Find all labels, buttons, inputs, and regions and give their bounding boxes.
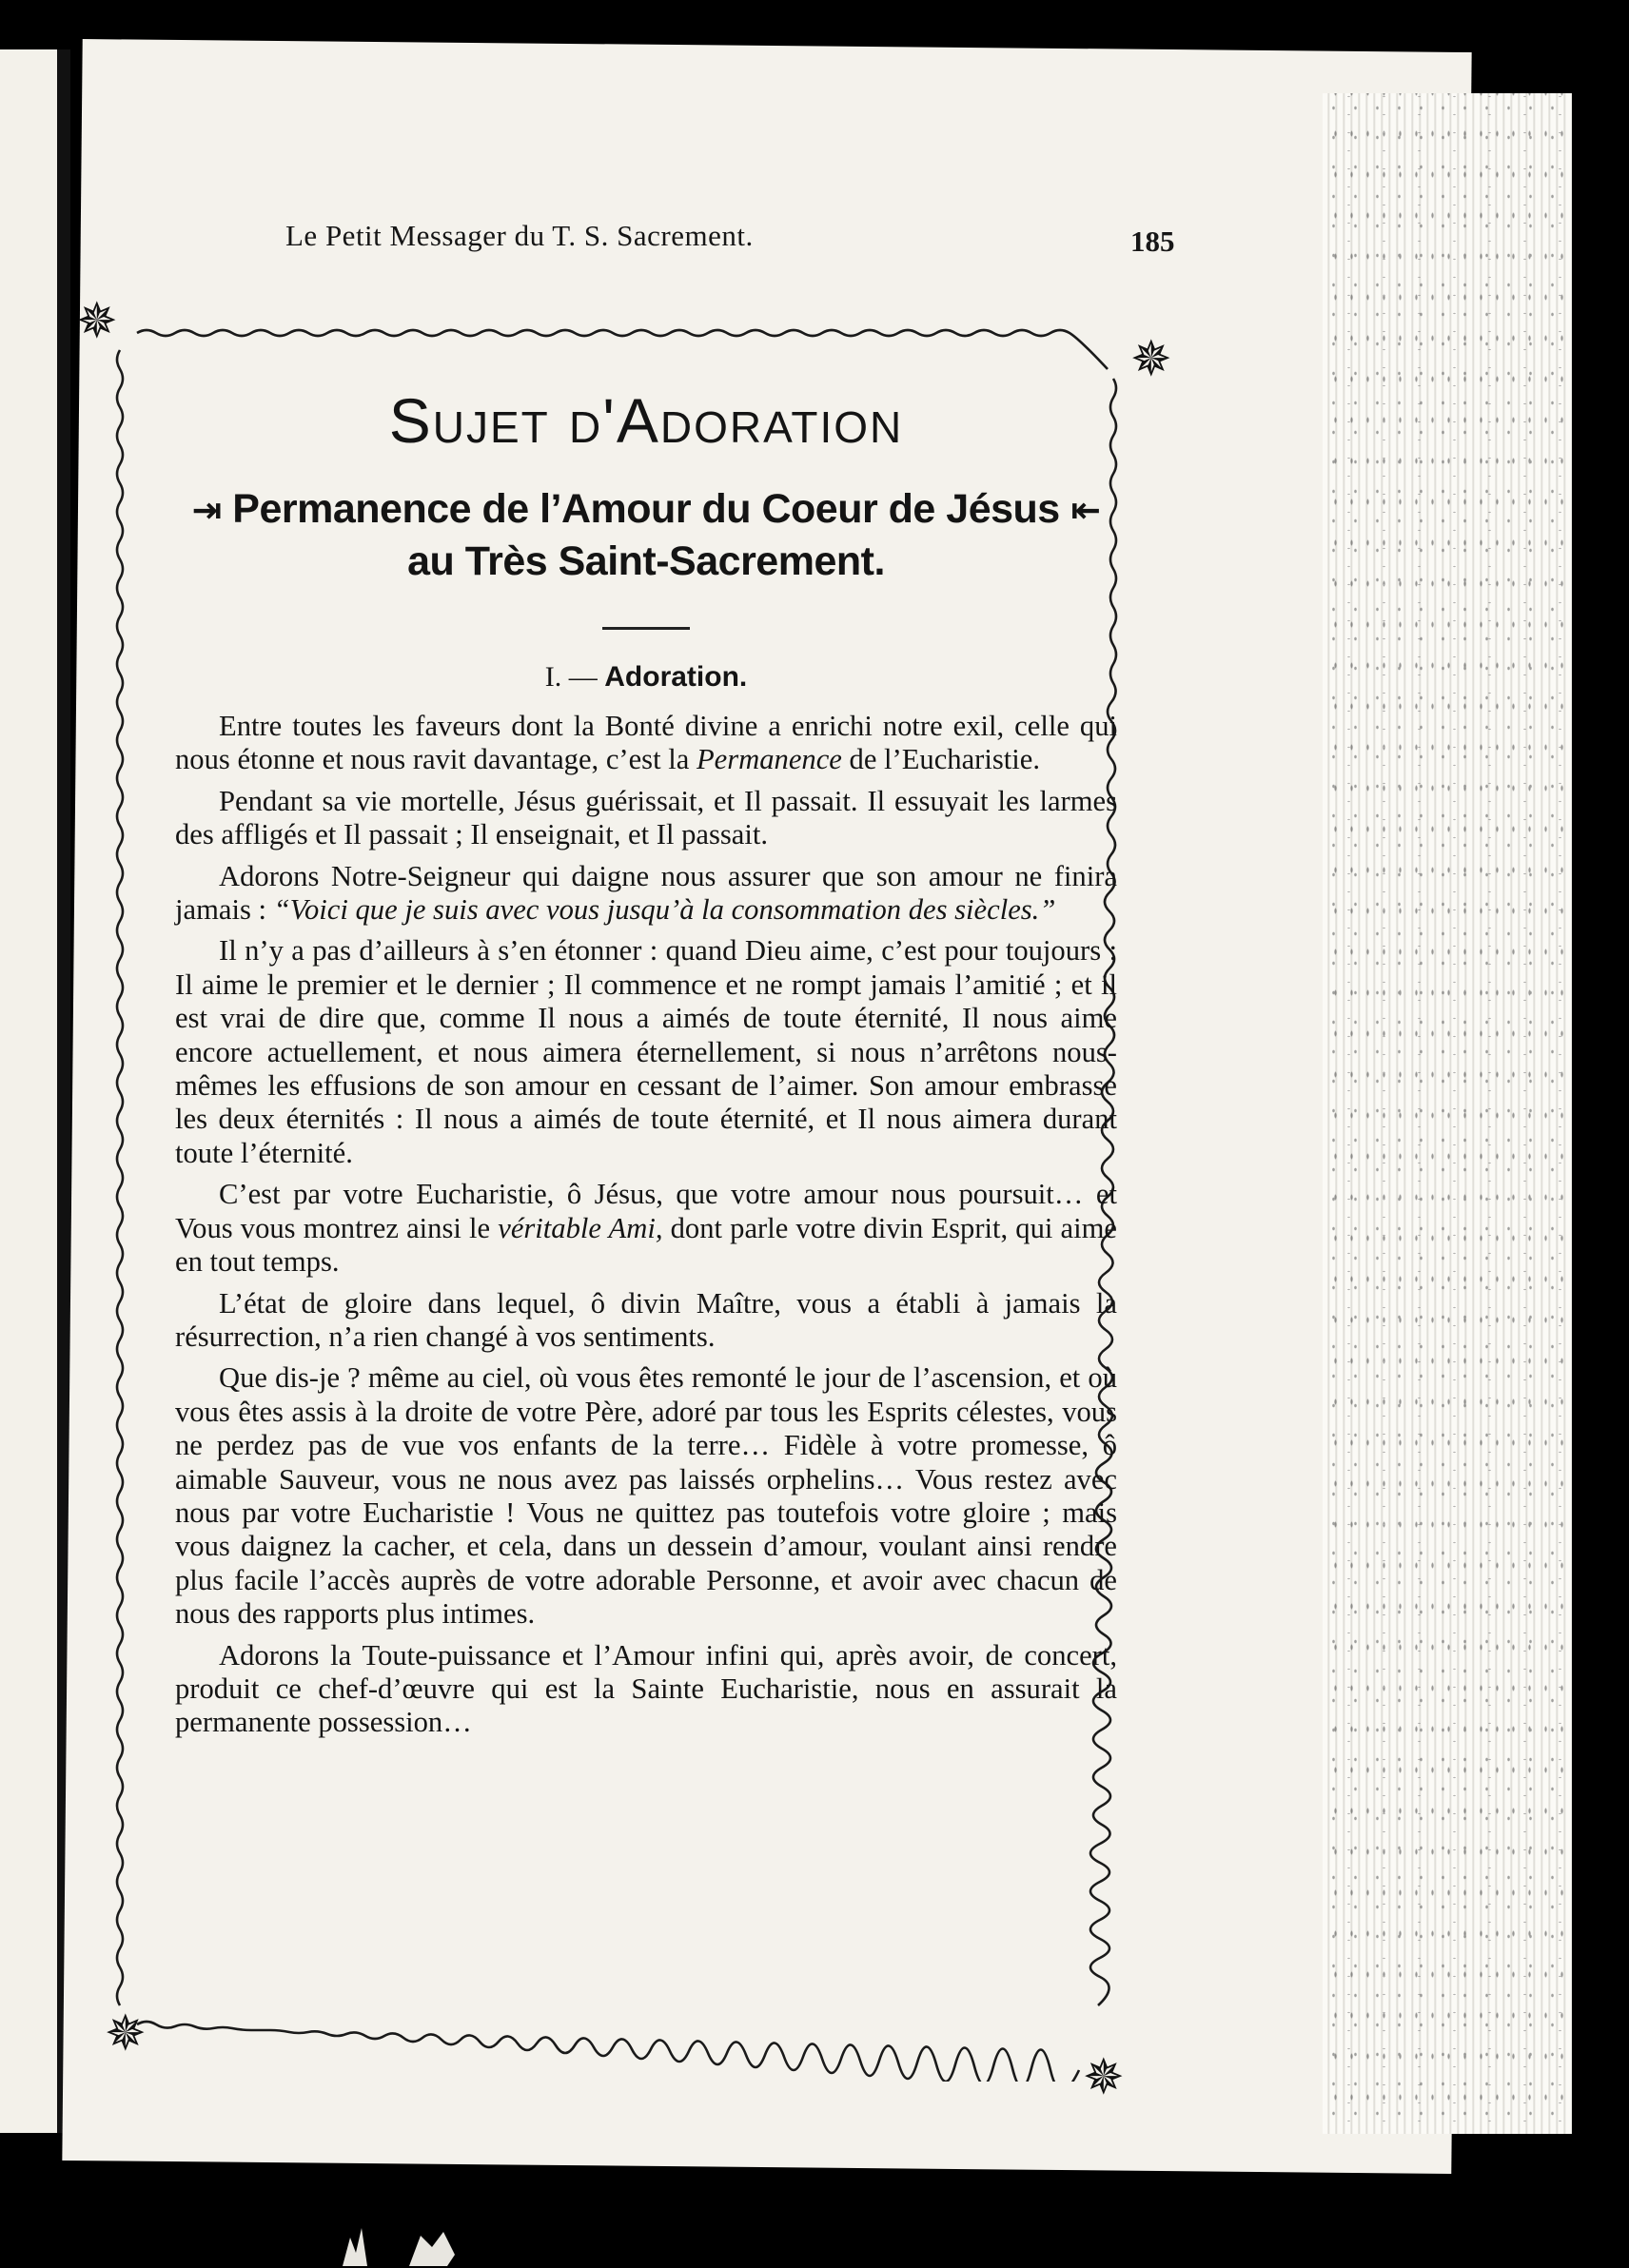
- paragraph: Adorons Notre-Seigneur qui daigne nous assurer que son amour ne finira jamais : “Voici que je suis avec vous jusqu’à la consommation des siècles.”: [175, 859, 1117, 927]
- corner-ornament-top-right: ✵: [1130, 331, 1172, 388]
- scan-debris-marks: [333, 2209, 523, 2268]
- italic-term: Permanence: [696, 743, 842, 776]
- facing-page-edge: [0, 49, 70, 2133]
- paragraph: Entre toutes les faveurs dont la Bonté divine a enrichi notre exil, celle qui nous étonne et nous ravit davantage, c’est la Permanence de l’Eucharistie.: [175, 710, 1117, 776]
- right-fleuron-icon: ⇤: [1070, 489, 1101, 531]
- article-content: [175, 381, 1117, 1748]
- part-number: I. —: [544, 661, 598, 693]
- article-subtitle: [175, 483, 1117, 587]
- paragraph: Il n’y a pas d’ailleurs à s’en étonner : quand Dieu aime, c’est pour toujours : Il aime le premier et le dernier ; Il commence et ne rompt jamais l’amitié ; et il est vrai de dire que, comme Il nous a aimés de toute éternité, Il nous aime encore actuellement, et nous aimera éternellement, si nous n’arrêtons nous-mêmes les effusions de son amour en cessant de l’aimer. Son amour embrasse les deux éternités : Il nous a aimés de toute éternité, et Il nous aimera durant toute l’éternité.: [175, 934, 1117, 1169]
- corner-ornament-top-left: ✵: [76, 293, 118, 350]
- part-heading: [175, 658, 1117, 696]
- paragraph: Pendant sa vie mortelle, Jésus guérissait, et Il passait. Il essuyait les larmes des affligés et Il passait ; Il enseignait, et Il passait.: [175, 784, 1117, 851]
- scripture-quote: “Voici que je suis avec vous jusqu’à la consommation des siècles.”: [273, 893, 1056, 927]
- paragraph: L’état de gloire dans lequel, ô divin Maître, vous a établi à jamais la résurrection, n’a rien changé à vos sentiments.: [175, 1286, 1117, 1353]
- subtitle-line-1: Permanence de l’Amour du Coeur de Jésus: [232, 486, 1060, 532]
- subtitle-line-2: au Très Saint-Sacrement.: [407, 538, 885, 584]
- left-fleuron-icon: ⇥: [191, 489, 222, 531]
- corner-ornament-bottom-right: ✵: [1083, 2049, 1125, 2106]
- page-number: 185: [1130, 225, 1175, 258]
- paragraph: Adorons la Toute-puissance et l’Amour infini qui, après avoir, de concert, produit ce chef-d’œuvre qui est la Sainte Eucharistie, nous en assurait la permanente possession…: [175, 1638, 1117, 1739]
- corner-ornament-bottom-left: ✵: [105, 2005, 147, 2063]
- article-body: [175, 710, 1117, 1740]
- paragraph: C’est par votre Eucharistie, ô Jésus, que votre amour nous poursuit… et Vous vous montrez ainsi le véritable Ami, dont parle votre divin Esprit, qui aime en tout temps.: [175, 1178, 1117, 1279]
- title-rule: [602, 627, 690, 630]
- part-heading-label: Adoration.: [604, 661, 748, 693]
- page-edge-speckles: [1323, 93, 1572, 2134]
- running-header: Le Petit Messager du T. S. Sacrement.: [285, 219, 754, 252]
- italic-term: véritable Ami,: [498, 1211, 663, 1244]
- section-title: Sujet d'Adoration: [388, 385, 904, 456]
- paragraph: Que dis-je ? même au ciel, où vous êtes remonté le jour de l’ascension, et où vous êtes assis à la droite de votre Père, adoré par tous les Esprits célestes, vous ne perdez pas de vue vos enfants de la terre… Fidèle à votre promesse, ô aimable Sauveur, vous ne nous avez pas laissés orphelins… Vous restez avec nous par votre Eucharistie ! Vous ne quittez pas toutefois votre gloire ; mais vous daignez la cacher, et cela, dans un dessein d’amour, voulant ainsi rendre plus facile l’accès auprès de votre adorable Personne, et avoir avec chacun de nous des rapports plus intimes.: [175, 1361, 1117, 1631]
